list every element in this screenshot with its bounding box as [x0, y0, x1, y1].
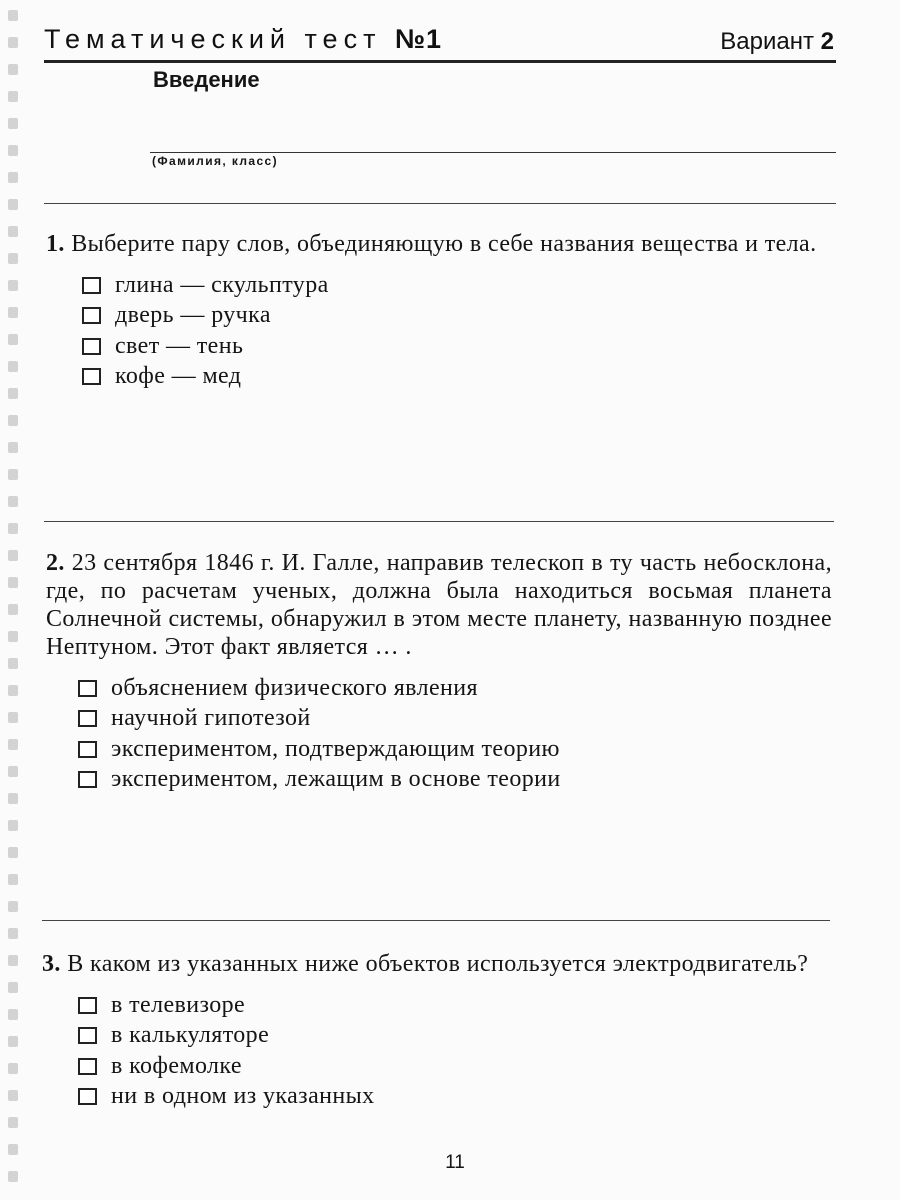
checkbox[interactable]	[78, 1058, 97, 1075]
divider-1	[44, 203, 836, 204]
header-divider	[44, 60, 836, 63]
binding-hole	[8, 793, 18, 804]
checkbox[interactable]	[82, 338, 101, 355]
answer-label: в калькуляторе	[111, 1022, 270, 1049]
binding-hole	[8, 199, 18, 210]
binding-hole	[8, 226, 18, 237]
binding-hole	[8, 253, 18, 264]
binding-hole	[8, 928, 18, 939]
answer-options	[78, 990, 830, 1112]
answer-option[interactable]	[78, 990, 830, 1021]
test-title	[44, 24, 442, 55]
binding-hole	[8, 361, 18, 372]
answer-label: в телевизоре	[111, 991, 246, 1018]
divider-2	[44, 521, 834, 522]
answer-option[interactable]	[82, 301, 834, 332]
checkbox[interactable]	[78, 1088, 97, 1105]
question-text	[46, 230, 834, 258]
answer-option[interactable]	[78, 673, 832, 704]
checkbox[interactable]	[78, 680, 97, 697]
binding-hole	[8, 847, 18, 858]
binding-hole	[8, 1117, 18, 1128]
checkbox[interactable]	[78, 710, 97, 727]
binding-hole	[8, 631, 18, 642]
binding-hole	[8, 496, 18, 507]
binding-hole	[8, 577, 18, 588]
binding-hole	[8, 550, 18, 561]
binding-hole	[8, 1036, 18, 1047]
question-2	[46, 549, 832, 795]
binding-hole	[8, 955, 18, 966]
question-number: 2.	[46, 550, 65, 576]
binding-hole	[8, 982, 18, 993]
answer-option[interactable]	[82, 270, 834, 301]
binding-hole	[8, 1063, 18, 1074]
binding-hole	[8, 712, 18, 723]
answer-label: экспериментом, лежащим в основе теории	[111, 766, 561, 793]
answer-option[interactable]	[78, 1082, 830, 1113]
answer-label: дверь — ручка	[115, 302, 271, 329]
binding-hole	[8, 523, 18, 534]
test-title-text: Тематический тест	[44, 24, 382, 54]
binding-hole	[8, 91, 18, 102]
answer-label: объяснением физического явления	[111, 674, 478, 701]
answer-label: свет — тень	[115, 332, 244, 359]
question-1	[46, 230, 834, 392]
binding-hole	[8, 1090, 18, 1101]
variant-label	[720, 28, 834, 56]
binding-hole	[8, 820, 18, 831]
checkbox[interactable]	[82, 368, 101, 385]
binding-hole	[8, 658, 18, 669]
binding-hole	[8, 685, 18, 696]
answer-label: глина — скульптура	[115, 271, 329, 298]
answer-label: экспериментом, подтверждающим теорию	[111, 735, 560, 762]
binding-hole	[8, 64, 18, 75]
answer-label: научной гипотезой	[111, 705, 311, 732]
answer-options	[82, 270, 834, 392]
name-field-caption: (Фамилия, класс)	[152, 154, 279, 168]
question-text	[46, 549, 832, 661]
binding-hole	[8, 442, 18, 453]
binding-hole	[8, 469, 18, 480]
section-title: Введение	[153, 67, 260, 92]
question-number: 3.	[42, 951, 61, 977]
checkbox[interactable]	[82, 277, 101, 294]
spiral-binding	[8, 10, 22, 1190]
binding-hole	[8, 1009, 18, 1020]
question-body: В каком из указанных ниже объектов используется электродвигатель?	[67, 951, 809, 977]
variant-number: 2	[820, 28, 834, 55]
answer-option[interactable]	[78, 765, 832, 796]
answer-option[interactable]	[82, 362, 834, 393]
binding-hole	[8, 739, 18, 750]
variant-text: Вариант	[720, 28, 814, 55]
binding-hole	[8, 415, 18, 426]
divider-3	[42, 920, 830, 921]
answer-label: в кофемолке	[111, 1052, 242, 1079]
checkbox[interactable]	[78, 1027, 97, 1044]
checkbox[interactable]	[78, 771, 97, 788]
answer-label: кофе — мед	[115, 363, 242, 390]
binding-hole	[8, 901, 18, 912]
binding-hole	[8, 172, 18, 183]
binding-hole	[8, 37, 18, 48]
question-body: Выберите пару слов, объединяющую в себе названия вещества и тела.	[71, 231, 817, 257]
binding-hole	[8, 280, 18, 291]
binding-hole	[8, 307, 18, 318]
binding-hole	[8, 388, 18, 399]
answer-option[interactable]	[82, 331, 834, 362]
page-number: 11	[445, 1152, 465, 1173]
question-number: 1.	[46, 231, 65, 257]
checkbox[interactable]	[78, 997, 97, 1014]
name-field-line[interactable]	[150, 152, 836, 153]
binding-hole	[8, 874, 18, 885]
answer-label: ни в одном из указанных	[111, 1083, 375, 1110]
checkbox[interactable]	[78, 741, 97, 758]
checkbox[interactable]	[82, 307, 101, 324]
answer-options	[78, 673, 832, 795]
answer-option[interactable]	[78, 1021, 830, 1052]
binding-hole	[8, 10, 18, 21]
binding-hole	[8, 334, 18, 345]
answer-option[interactable]	[78, 704, 832, 735]
answer-option[interactable]	[78, 1051, 830, 1082]
binding-hole	[8, 118, 18, 129]
binding-hole	[8, 145, 18, 156]
question-text	[42, 950, 830, 978]
binding-hole	[8, 604, 18, 615]
binding-hole	[8, 766, 18, 777]
question-body: 23 сентября 1846 г. И. Галле, направив телескоп в ту часть небосклона, где, по расчетам ученых, должна была находиться восьмая планета Солнечной системы, обнаружил в этом месте планету, названную позднее Нептуном. Этот факт является … .	[46, 550, 832, 660]
answer-option[interactable]	[78, 734, 832, 765]
test-number: №1	[394, 24, 443, 54]
question-3	[42, 950, 830, 1112]
